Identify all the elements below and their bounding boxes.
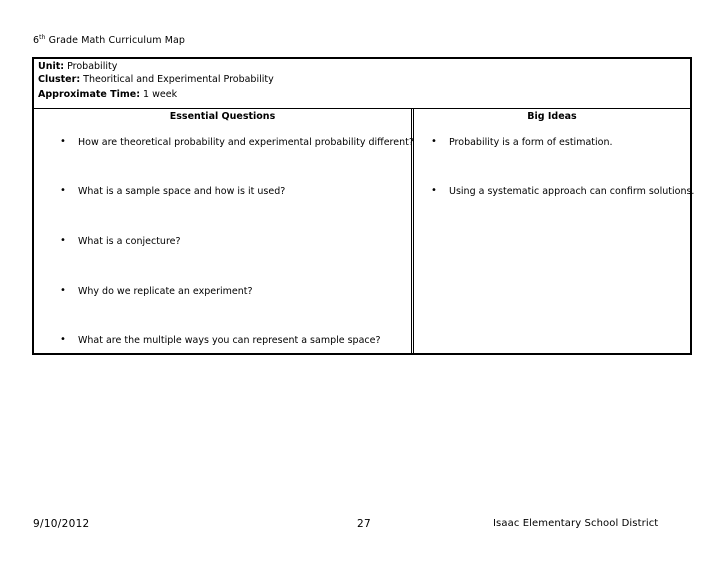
bullet-icon: • [431,185,437,196]
cluster-label: Cluster: [38,73,81,85]
question-text: Why do we replicate an experiment? [78,286,253,297]
page-title [33,34,185,46]
grade-superscript: th [39,34,46,41]
unit-value: Probability [64,61,118,72]
bullet-icon: • [60,334,66,345]
grade-number: 6 [33,35,40,46]
unit-info-block [34,59,690,109]
big-idea-text: Probability is a form of estimation. [449,137,613,148]
big-idea-text: Using a systematic approach can confirm solutions. [449,186,695,197]
big-ideas-header: Big Ideas [527,111,577,122]
question-text: What is a conjecture? [78,236,181,247]
time-row [38,89,690,102]
time-label: Approximate Time: [38,89,141,100]
footer-district: Isaac Elementary School District [493,518,659,529]
title-text: Grade Math Curriculum Map [45,35,186,46]
footer-date: 9/10/2012 [33,518,90,530]
bullet-icon: • [431,136,437,147]
bullet-icon: • [60,136,66,147]
cluster-row [38,74,690,87]
question-text: What are the multiple ways you can represent a sample space? [78,335,381,346]
bullet-icon: • [60,235,66,246]
unit-label: Unit: [38,61,65,72]
time-value: 1 week [140,89,178,100]
question-text: What is a sample space and how is it used? [78,186,286,197]
bullet-icon: • [60,285,66,296]
bullet-icon: • [60,185,66,196]
curriculum-table [32,57,695,355]
unit-row [38,61,690,74]
cluster-value: Theoritical and Experimental Probability [80,73,274,85]
footer-page-number: 27 [357,518,371,530]
essential-questions-header: Essential Questions [169,111,276,122]
question-text: How are theoretical probability and experimental probability different? [78,137,414,148]
